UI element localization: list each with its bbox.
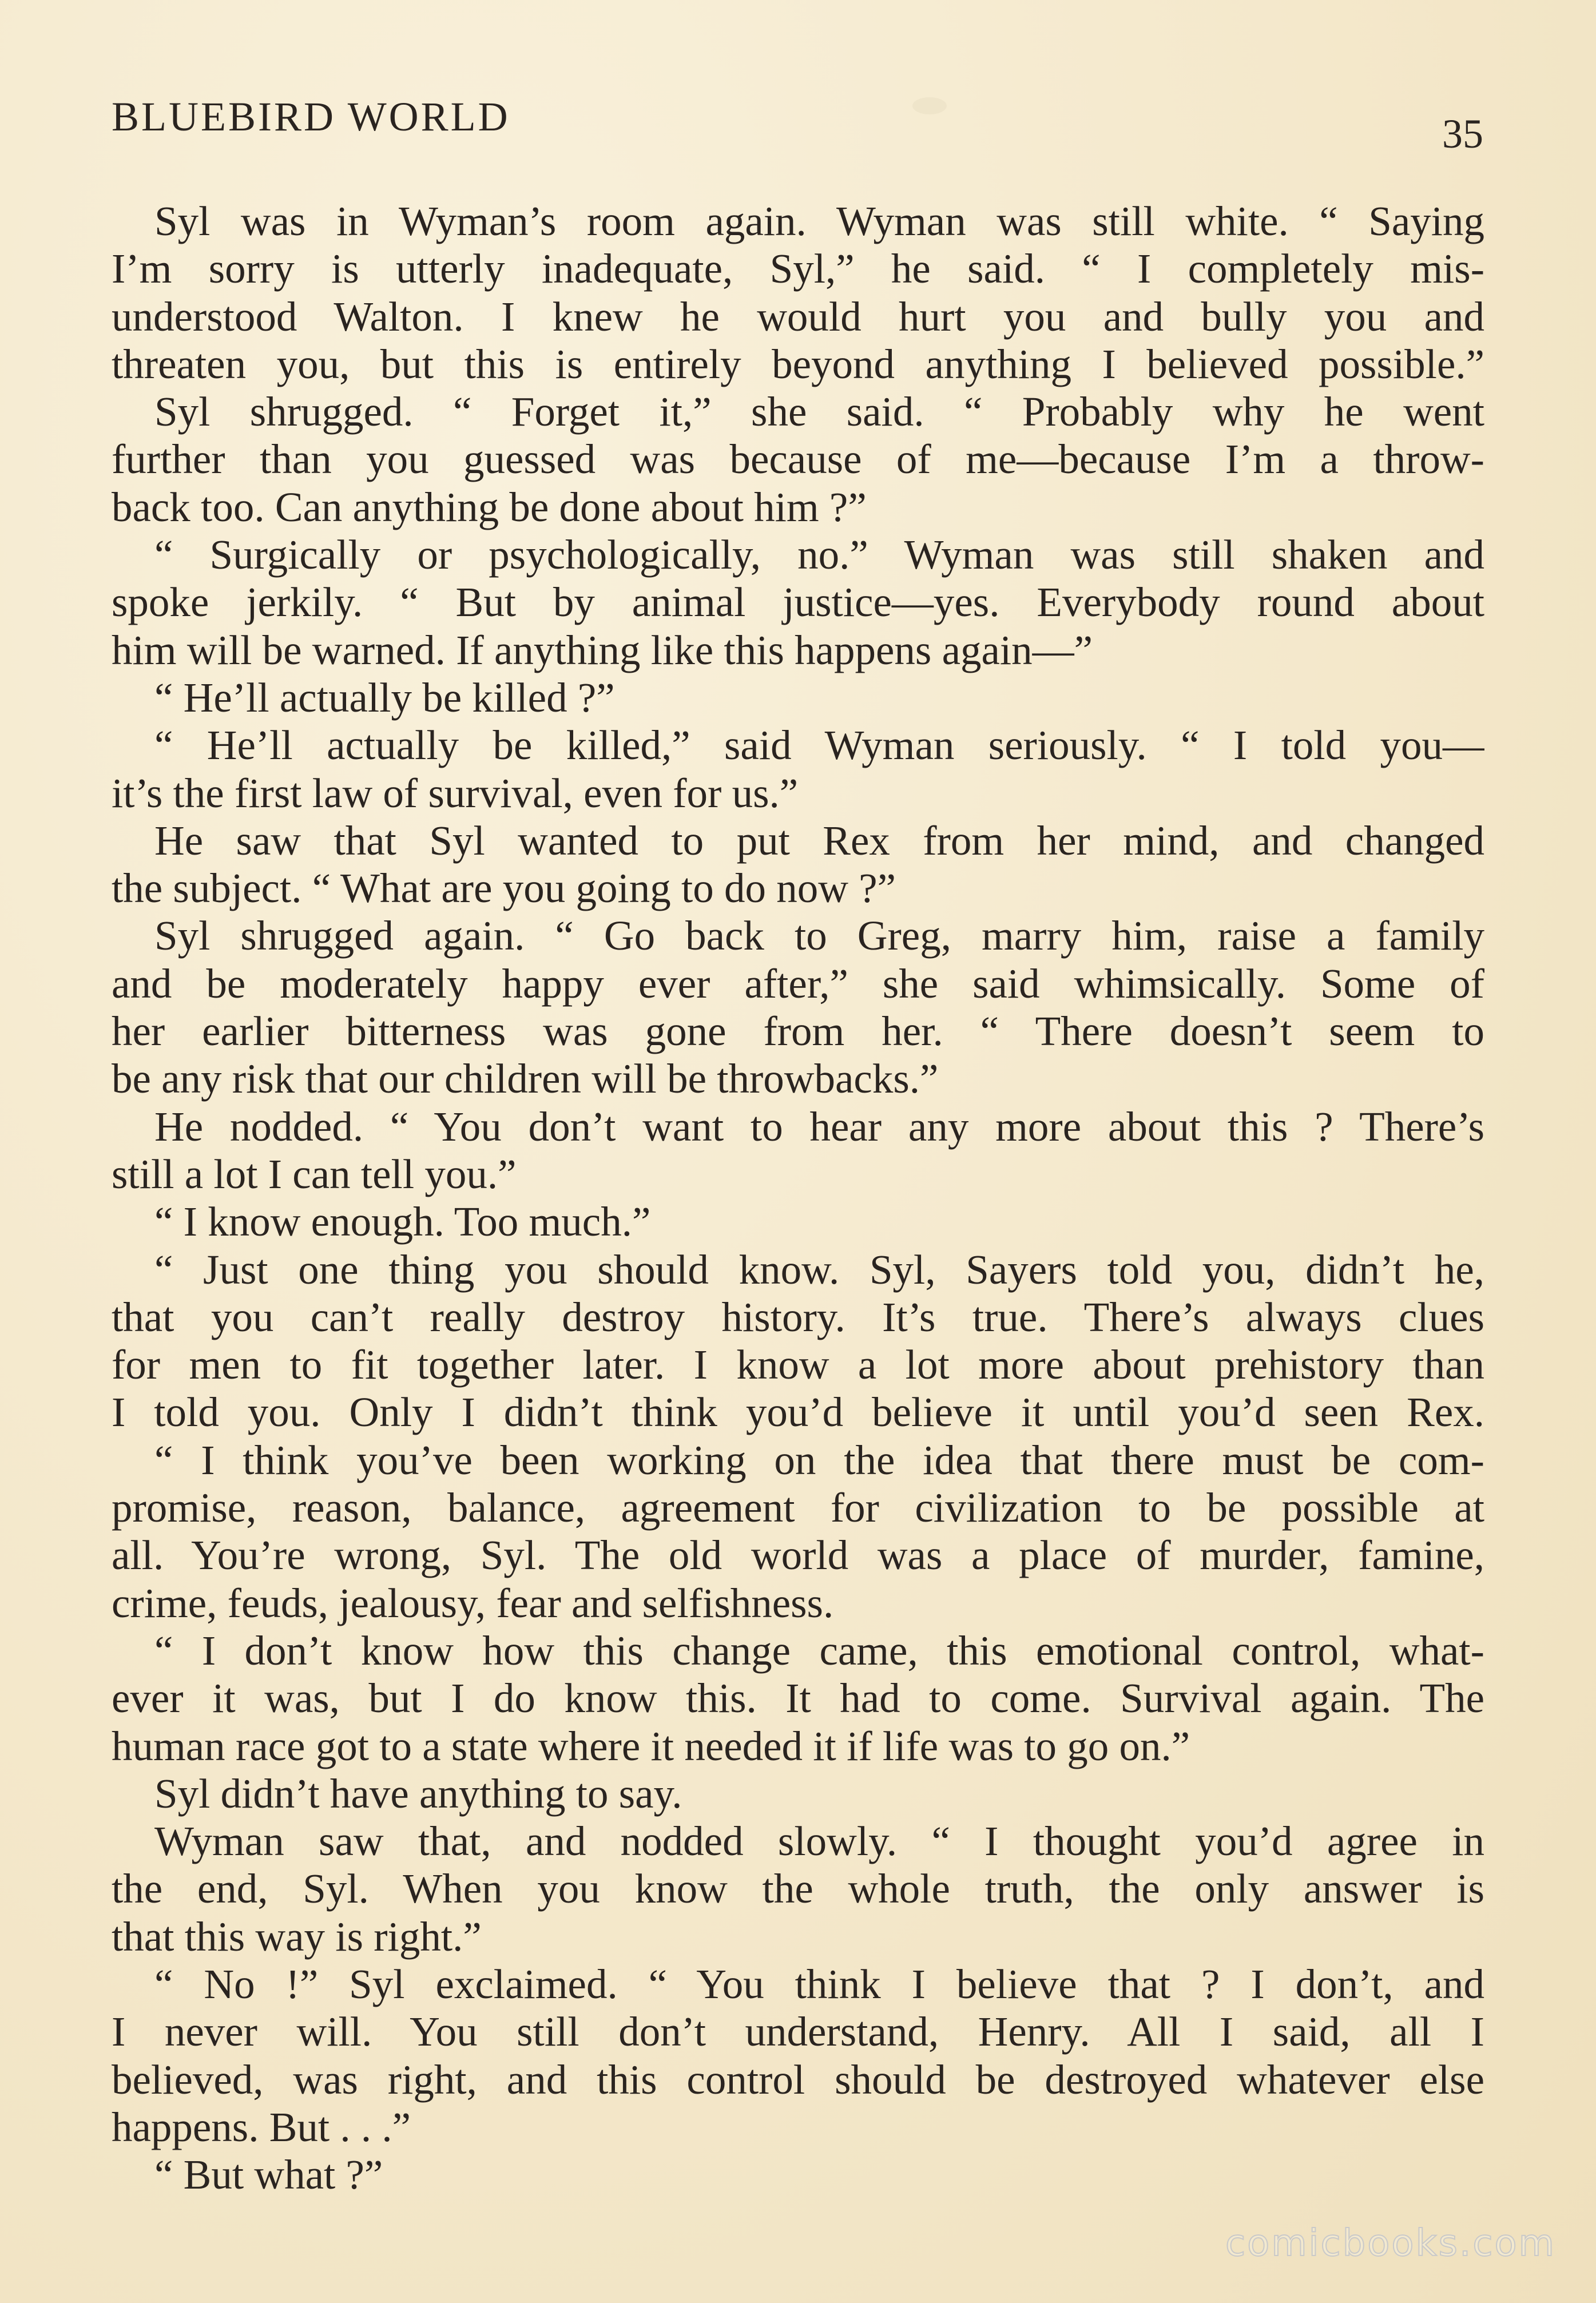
text-line: understood Walton. I knew he would hurt you and bully you and (112, 293, 1484, 340)
text-line: “ He’ll actually be killed ?” (154, 674, 615, 721)
text-line: him will be warned. If anything like this happens again—” (112, 626, 1093, 673)
text-line: He nodded. “ You don’t want to hear any more about this ? There’s (154, 1103, 1484, 1150)
text-line: I told you. Only I didn’t think you’d believe it until you’d seen Rex. (112, 1389, 1484, 1436)
text-line: “ Just one thing you should know. Syl, Sayers told you, didn’t he, (154, 1246, 1484, 1293)
paper-smudge (912, 97, 947, 114)
text-line: “ He’ll actually be killed,” said Wyman seriously. “ I told you— (154, 722, 1484, 769)
text-line: still a lot I can tell you.” (112, 1150, 517, 1197)
text-line: threaten you, but this is entirely beyond anything I believed possible.” (112, 340, 1484, 387)
text-line: I never will. You still don’t understand, Henry. All I said, all I (112, 2008, 1484, 2055)
text-line: be any risk that our children will be throwbacks.” (112, 1055, 939, 1102)
text-line: Syl was in Wyman’s room again. Wyman was still white. “ Saying (154, 198, 1484, 244)
text-line: I’m sorry is utterly inadequate, Syl,” he said. “ I completely mis- (112, 245, 1484, 292)
text-line: her earlier bitterness was gone from her. “ There doesn’t seem to (112, 1008, 1484, 1055)
text-line: believed, was right, and this control should be destroyed whatever else (112, 2056, 1484, 2103)
text-line: the end, Syl. When you know the whole truth, the only answer is (112, 1865, 1484, 1912)
text-line: ever it was, but I do know this. It had to come. Survival again. The (112, 1675, 1484, 1722)
text-line: “ I don’t know how this change came, this emotional control, what- (154, 1627, 1484, 1674)
text-line: promise, reason, balance, agreement for civilization to be possible at (112, 1484, 1484, 1531)
text-line: “ I think you’ve been working on the idea that there must be com- (154, 1436, 1484, 1483)
text-line: back too. Can anything be done about him ?” (112, 483, 867, 530)
text-line: “ Surgically or psychologically, no.” Wyman was still shaken and (154, 531, 1484, 578)
text-line: that this way is right.” (112, 1913, 482, 1960)
text-line: all. You’re wrong, Syl. The old world was a place of murder, famine, (112, 1532, 1484, 1579)
text-line: for men to fit together later. I know a lot more about prehistory than (112, 1341, 1484, 1388)
text-line: “ No !” Syl exclaimed. “ You think I believe that ? I don’t, and (154, 1960, 1484, 2007)
text-line: He saw that Syl wanted to put Rex from her mind, and changed (154, 817, 1484, 864)
text-line: spoke jerkily. “ But by animal justice—yes. Everybody round about (112, 579, 1484, 626)
text-line: Syl shrugged again. “ Go back to Greg, marry him, raise a family (154, 912, 1484, 959)
source-watermark: comicbooks.com (1225, 2222, 1556, 2265)
text-line: “ I know enough. Too much.” (154, 1198, 651, 1245)
text-line: Syl shrugged. “ Forget it,” she said. “ Probably why he went (154, 388, 1484, 435)
text-line: Syl didn’t have anything to say. (154, 1770, 682, 1817)
text-line: and be moderately happy ever after,” she said whimsically. Some of (112, 960, 1484, 1007)
body-text (112, 197, 1484, 2198)
text-line: the subject. “ What are you going to do now ?” (112, 865, 896, 912)
text-line: “ But what ?” (154, 2151, 383, 2198)
text-line: crime, feuds, jealousy, fear and selfishness. (112, 1579, 834, 1626)
text-line: that you can’t really destroy history. It’s true. There’s always clues (112, 1293, 1484, 1340)
page-number: 35 (1442, 111, 1483, 157)
text-line: happens. But . . .” (112, 2103, 411, 2150)
text-line: human race got to a state where it needed it if life was to go on.” (112, 1722, 1190, 1769)
text-line: Wyman saw that, and nodded slowly. “ I thought you’d agree in (154, 1818, 1484, 1865)
running-head: BLUEBIRD WORLD (112, 94, 510, 140)
text-line: further than you guessed was because of me—because I’m a throw- (112, 436, 1484, 483)
text-line: it’s the first law of survival, even for us.” (112, 769, 799, 816)
